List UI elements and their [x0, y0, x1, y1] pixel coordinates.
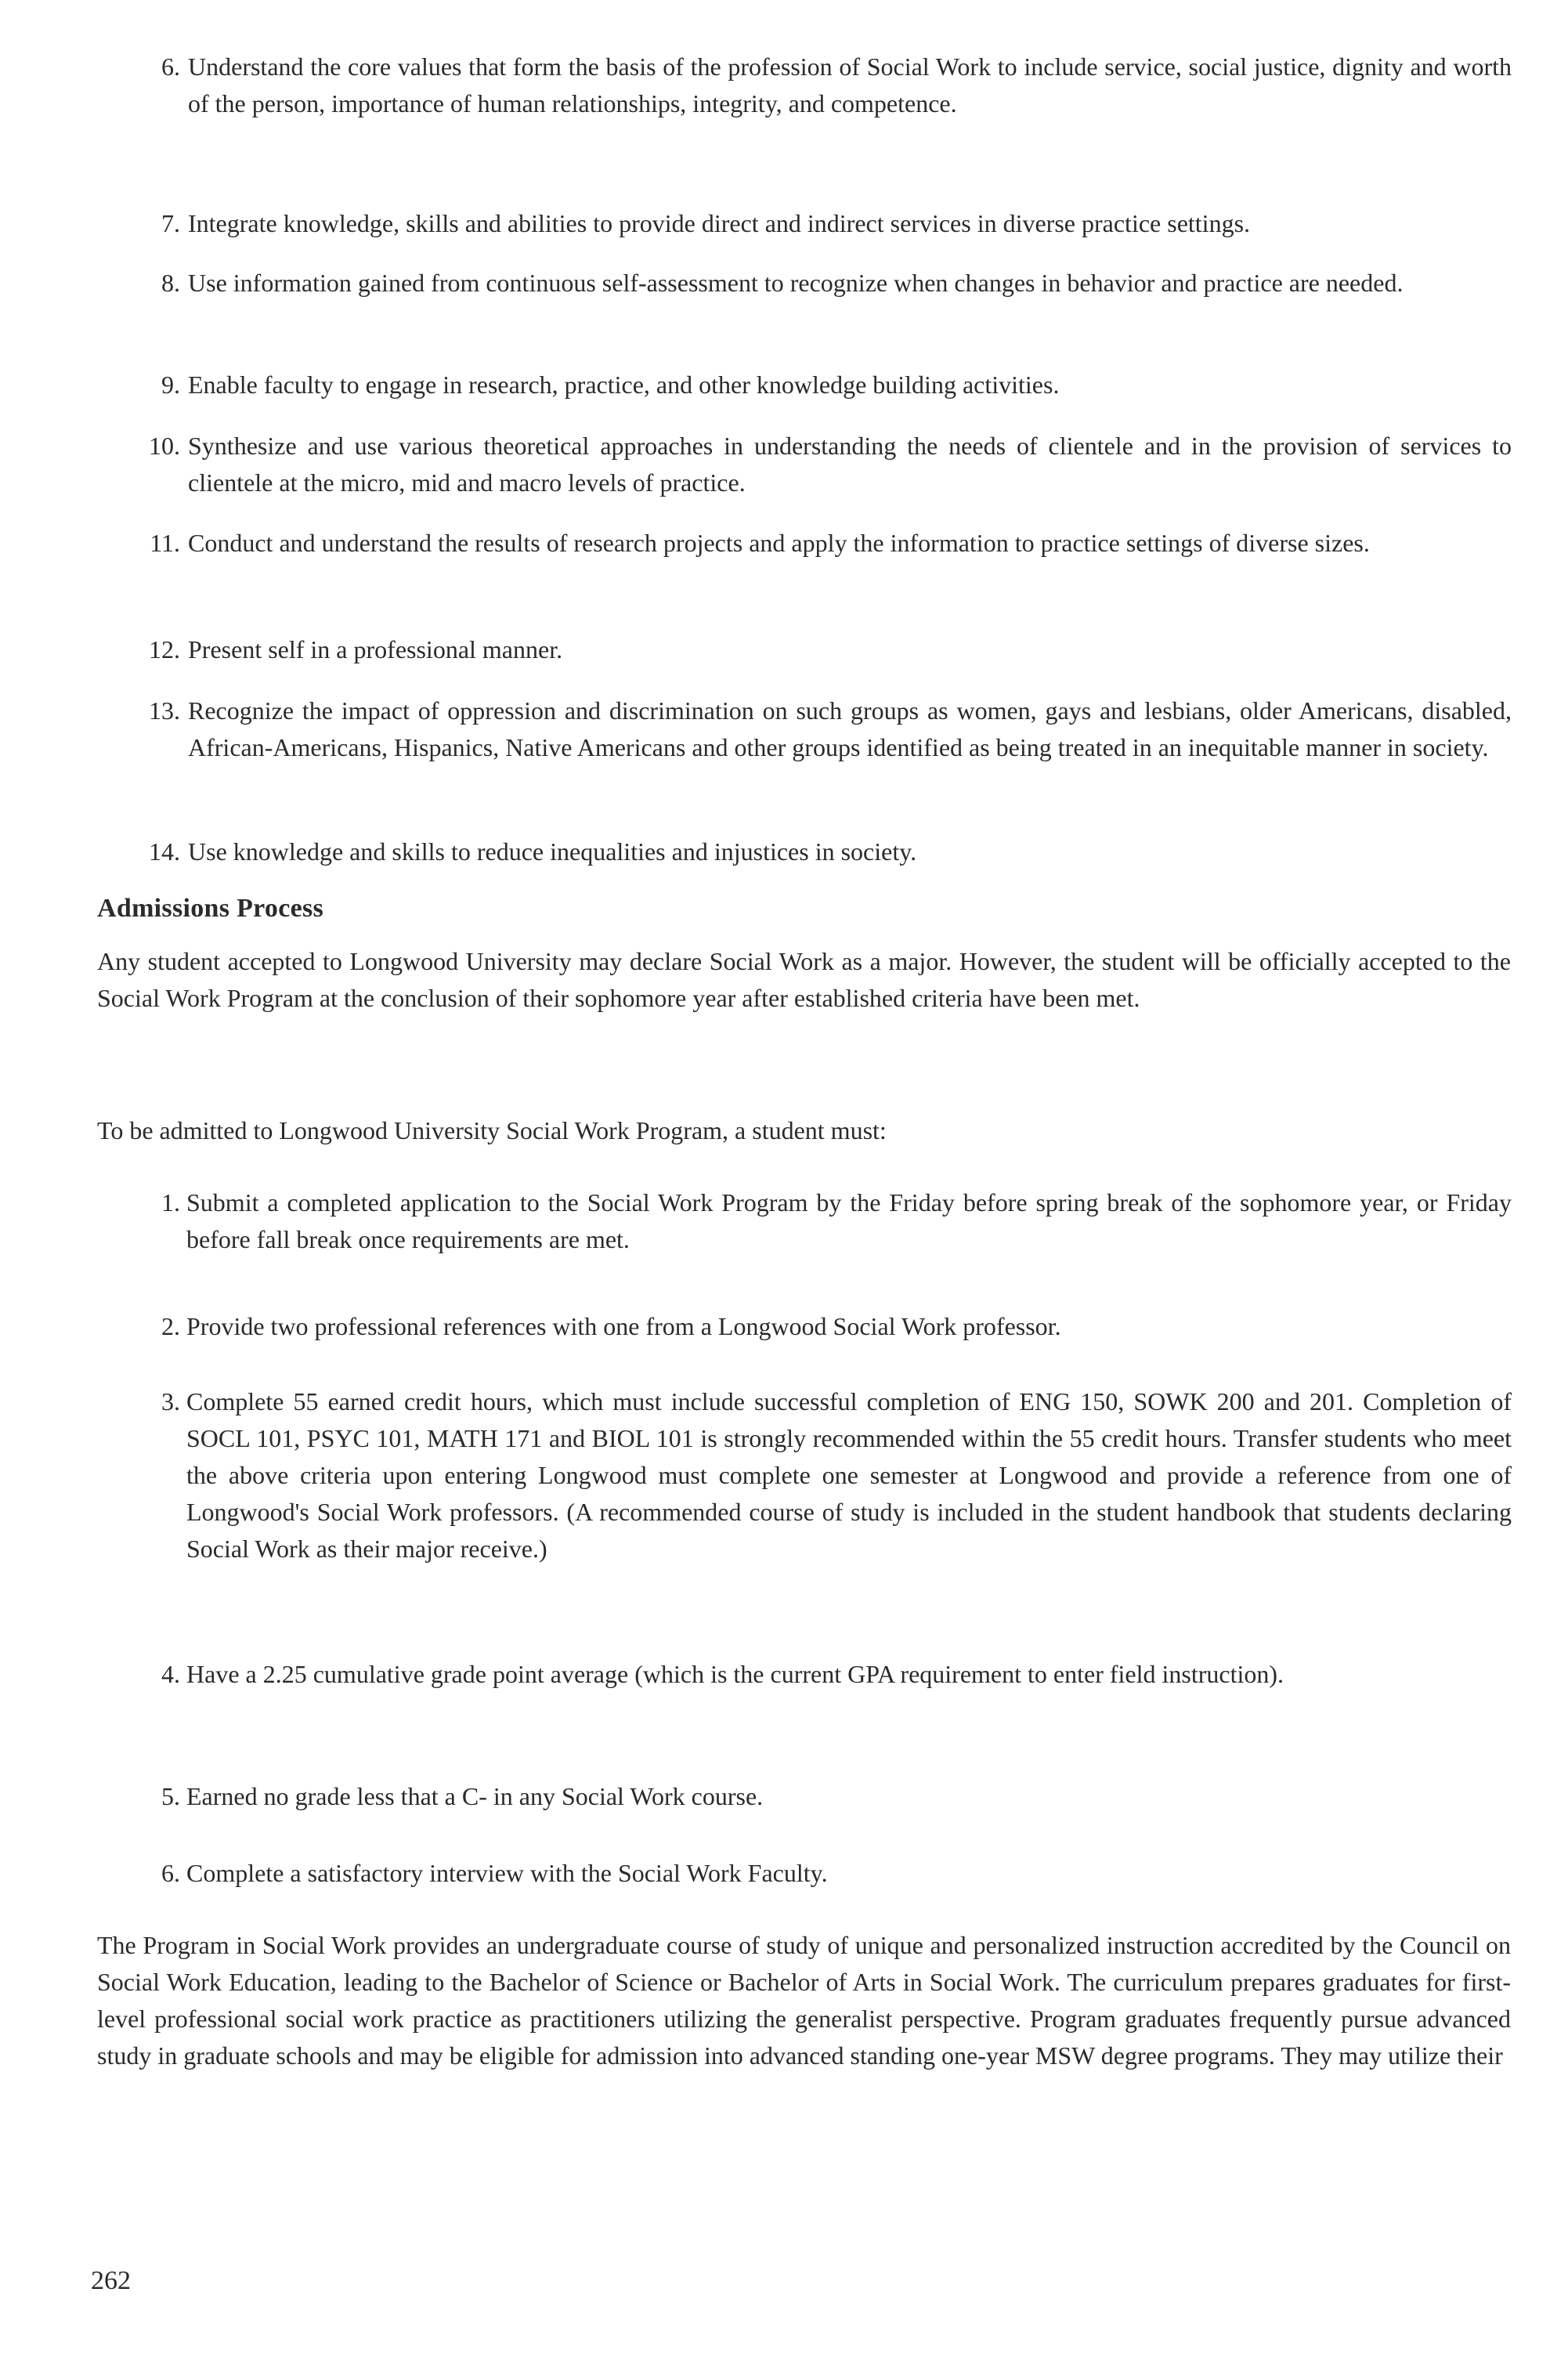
program-description: The Program in Social Work provides an undergraduate course of study of unique and personalized instruction accredited by the Council on Social Work Education, leading to the Bachelor of Science or Bachelor of Arts in Social Work. The curriculum prepares graduates for first-level professional social work practice as practitioners utilizing the generalist perspective. Program graduates frequently pursue advanced study in graduate schools and may be eligible for admission into advanced standing one-year MSW degree programs. They may utilize their	[97, 1931, 1511, 2070]
objective-text: Use information gained from continuous self-assessment to recognize when changes in behavior and practice are needed.	[188, 269, 1404, 297]
objective-text: Conduct and understand the results of research projects and apply the information to practice settings of diverse sizes.	[188, 529, 1370, 557]
page-number: 262	[91, 2266, 131, 2295]
objective-number: 10.	[149, 432, 180, 460]
requirement-number: 4.	[161, 1660, 180, 1688]
requirement-number: 6.	[161, 1859, 180, 1887]
requirement-number: 1.	[161, 1188, 180, 1217]
requirement-item-3	[0, 1383, 1568, 1611]
requirement-item-6	[0, 1855, 1568, 1894]
requirement-text: Earned no grade less that a C- in any Social Work course.	[186, 1782, 764, 1810]
objective-item-14	[0, 833, 1568, 873]
admissions-lead: To be admitted to Longwood University Social Work Program, a student must:	[97, 1116, 887, 1144]
objective-item-9	[0, 367, 1568, 406]
objective-text: Enable faculty to engage in research, practice, and other knowledge building activities.	[188, 371, 1060, 399]
objective-item-11	[0, 525, 1568, 603]
objective-item-7	[0, 205, 1568, 244]
objective-item-12	[0, 631, 1568, 671]
requirement-item-4	[0, 1656, 1568, 1734]
requirement-item-1	[0, 1184, 1568, 1263]
objective-number: 8.	[161, 269, 180, 297]
objective-number: 12.	[149, 635, 180, 663]
objective-number: 6.	[161, 52, 180, 81]
requirement-text: Have a 2.25 cumulative grade point average (which is the current GPA requirement to enter field instruction).	[186, 1660, 1284, 1688]
objective-item-6	[0, 49, 1568, 127]
admissions-heading: Admissions Process	[97, 894, 324, 923]
objective-text: Present self in a professional manner.	[188, 635, 563, 663]
objective-number: 7.	[161, 209, 180, 237]
requirement-text: Complete 55 earned credit hours, which must include successful completion of ENG 150, SOWK 200 and 201. Completion of SOCL 101, PSYC 101, MATH 171 and BIOL 101 is strongly recommended within the 55 credit hours. Transfer students who meet the above criteria upon entering Longwood must complete one semester at Longwood and provide a reference from one of Longwood's Social Work professors. (A recommended course of study is included in the student handbook that students declaring Social Work as their major receive.)	[186, 1387, 1512, 1563]
objective-text: Understand the core values that form the basis of the profession of Social Work to include service, social justice, dignity and worth of the person, importance of human relationships, integrity, and competence.	[188, 52, 1512, 118]
objective-item-10	[0, 428, 1568, 506]
requirement-text: Provide two professional references with one from a Longwood Social Work professor.	[186, 1312, 1061, 1340]
objective-text: Recognize the impact of oppression and discrimination on such groups as women, gays and lesbians, older Americans, disabled, African-Americans, Hispanics, Native Americans and other groups identified as being treated in an inequitable manner in society.	[188, 696, 1512, 761]
objective-number: 9.	[161, 371, 180, 399]
objective-item-13	[0, 692, 1568, 806]
objective-number: 13.	[149, 696, 180, 725]
requirement-number: 5.	[161, 1782, 180, 1810]
requirement-number: 3.	[161, 1387, 180, 1415]
objective-text: Use knowledge and skills to reduce inequalities and injustices in society.	[188, 837, 917, 866]
requirement-item-2	[0, 1308, 1568, 1347]
objective-number: 14.	[149, 837, 180, 866]
admissions-intro: Any student accepted to Longwood University may declare Social Work as a major. However, the student will be officially accepted to the Social Work Program at the conclusion of their sophomore year after established criteria have been met.	[97, 947, 1511, 1012]
requirement-number: 2.	[161, 1312, 180, 1340]
objective-text: Synthesize and use various theoretical approaches in understanding the needs of clientele and in the provision of services to clientele at the micro, mid and macro levels of practice.	[188, 432, 1512, 497]
objective-number: 11.	[150, 529, 180, 557]
requirement-text: Submit a completed application to the Social Work Program by the Friday before spring break of the sophomore year, or Friday before fall break once requirements are met.	[186, 1188, 1512, 1253]
objective-item-8	[0, 265, 1568, 343]
requirement-text: Complete a satisfactory interview with the Social Work Faculty.	[186, 1859, 828, 1887]
requirement-item-5	[0, 1778, 1568, 1817]
objective-text: Integrate knowledge, skills and abilities to provide direct and indirect services in diverse practice settings.	[188, 209, 1251, 237]
